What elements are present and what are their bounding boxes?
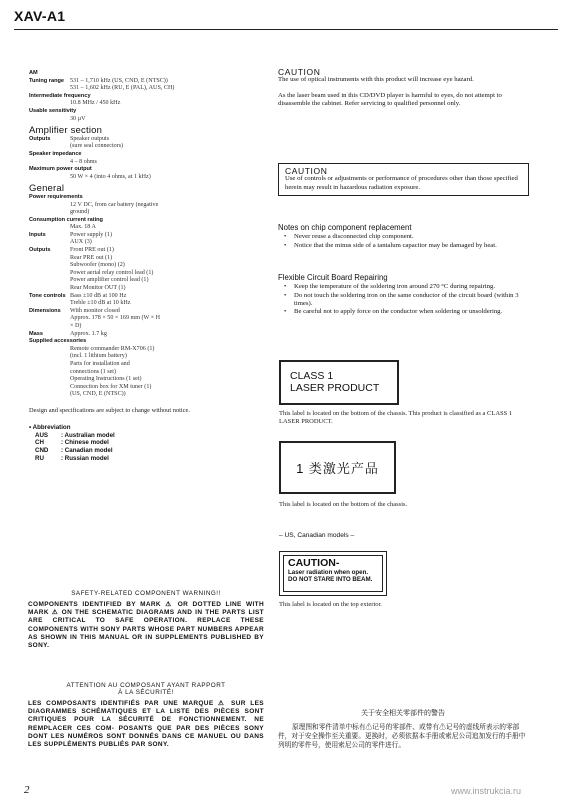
caution-box	[278, 163, 529, 196]
spec-row	[29, 331, 249, 339]
safety-warning-fr	[28, 682, 264, 749]
spec-value: ground)	[70, 209, 90, 216]
bullet-icon: •	[284, 291, 287, 299]
class1-laser-label	[279, 360, 399, 405]
spec-label: Mass	[29, 330, 43, 337]
spec-value: × D)	[70, 323, 82, 329]
general-spec-list	[29, 194, 249, 399]
abbreviation-item	[29, 432, 249, 440]
note-text: Be careful not to apply force on the conductor when soldering or unsoldering.	[294, 308, 503, 316]
spec-value: Approx. 178 × 50 × 169 mm (W × H	[70, 315, 161, 322]
spec-value: Rear Monitor OUT (1)	[70, 285, 126, 292]
class1-label-caption: This label is located on the bottom of the chassis. This product is classified as a CLASS 1 LASER PRODUCT.	[279, 410, 513, 425]
spec-label	[29, 315, 70, 323]
abbreviation-code: CH	[35, 439, 44, 447]
abbreviation-item	[29, 439, 249, 447]
spec-label: Intermediate frequency	[29, 92, 91, 99]
spec-value: AUX (3)	[70, 239, 92, 246]
spec-label	[29, 277, 70, 285]
spec-value: 30 µV	[70, 115, 86, 122]
bullet-icon: •	[284, 241, 287, 249]
spec-label	[29, 262, 70, 270]
spec-label: Consumption current rating	[29, 216, 103, 223]
spec-row	[29, 323, 249, 331]
bullet-icon: •	[284, 308, 287, 316]
abbreviation-heading: • Abbreviation	[29, 423, 71, 431]
amplifier-heading: Amplifier section	[29, 125, 103, 137]
abbreviation-code: AUS	[35, 431, 49, 439]
abbreviation-name: : Canadian model	[61, 447, 113, 455]
note-text: Keep the temperature of the soldering iron around 270 °C during repairing.	[294, 283, 496, 291]
caution-box-text: Use of controls or adjustments or performance of procedures other than those specified herein may result in hazardous radiation exposure.	[285, 175, 518, 191]
safety-warning-cn	[278, 708, 528, 750]
am-spec-list	[29, 78, 249, 124]
caution-heading: CAUTION	[278, 67, 321, 77]
spec-label: Tone controls	[29, 292, 66, 299]
spec-value: 12 V DC, from car battery (negative	[70, 201, 159, 208]
safety-fr-body: LES COMPOSANTS IDENTIFIÉS PAR UNE MARQUE ⚠ SUR LES DIAGRAMMES SCHÉMATIQUES ET LA LISTE DES PIÈCES SONT CRITIQUES POUR LA SÉCURITÉ DE FONCTIONNEMENT. NE REMPLACER CES COM- POSANTS QUE PAR DES PIÈCES SONY DONT LES NUMÉROS SONT DONNÉS DANS CE MANUEL OU DANS LES SUPPLÉMENTS PUBLIÉS PAR SONY.	[28, 700, 264, 749]
spec-value: Power supply (1)	[70, 231, 112, 238]
note-text: Notice that the minus side of a tantalum capacitor may be damaged by heat.	[294, 241, 497, 249]
caution-optical-text: The use of optical instruments with this product will increase eye hazard.	[278, 76, 474, 84]
spec-row	[29, 293, 249, 301]
spec-value: 531 – 1,602 kHz (RU, E (PAL), AUS, CH)	[70, 85, 175, 92]
abbreviation-list	[29, 432, 249, 463]
spec-row	[29, 143, 249, 151]
spec-value: 50 W × 4 (into 4 ohms, at 1 kHz)	[70, 173, 151, 180]
spec-label	[29, 300, 70, 308]
spec-value: Operating Instructions (1 set)	[70, 376, 142, 383]
spec-row	[29, 300, 249, 308]
class1-label-line1: CLASS 1	[290, 370, 334, 382]
flex-notes-list	[278, 283, 528, 316]
caution-beam-line3: DO NOT STARE INTO BEAM.	[288, 576, 373, 583]
spec-row	[29, 315, 249, 323]
spec-label: Usable sensitivity	[29, 107, 77, 114]
note-item	[278, 292, 528, 309]
spec-row	[29, 277, 249, 285]
caution-laser-text: As the laser beam used in this CD/DVD player is harmful to eyes, do not attempt to disassemble the cabinet. Refer servicing to qualified personnel only.	[278, 91, 502, 107]
spec-label	[29, 285, 70, 293]
abbreviation-item	[29, 447, 249, 455]
spec-label: Speaker impedance	[29, 150, 82, 157]
spec-value: Power amplifier control lead (1)	[70, 277, 149, 284]
note-text: Never reuse a disconnected chip component.	[294, 233, 414, 241]
us-canadian-models: – US, Canadian models –	[279, 532, 355, 539]
page-number: 2	[24, 784, 30, 796]
spec-value: Approx. 1.7 kg	[70, 330, 107, 337]
caution-block	[278, 68, 528, 108]
spec-value: Parts for installation and	[70, 360, 130, 367]
abbreviation-name: : Australian model	[61, 431, 115, 439]
spec-label: Inputs	[29, 231, 46, 238]
amplifier-spec-list	[29, 136, 249, 182]
note-item	[278, 283, 528, 291]
am-heading: AM	[29, 70, 38, 76]
spec-label	[29, 255, 70, 263]
spec-row	[29, 255, 249, 263]
safety-fr-heading2: À LA SÉCURITÉ!	[118, 689, 174, 696]
watermark: www.instrukcia.ru	[451, 786, 522, 796]
safety-cn-heading: 关于安全相关零部件的警告	[361, 709, 445, 717]
note-item	[278, 308, 528, 316]
spec-label	[29, 85, 70, 93]
spec-label: Outputs	[29, 135, 51, 142]
caution-beam-line2: Laser radiation when open.	[288, 569, 369, 576]
spec-value: (sure seal connectors)	[70, 143, 124, 150]
spec-value: 4 – 8 ohms	[70, 158, 97, 165]
spec-row	[29, 262, 249, 270]
bullet-icon: •	[284, 233, 287, 241]
spec-value: With monitor closed	[70, 307, 120, 314]
note-item	[278, 242, 528, 250]
spec-value: 10.8 MHz / 450 kHz	[70, 100, 121, 107]
spec-value: Remote commander RM-X706 (1)	[70, 345, 155, 352]
chinese-label-caption: This label is located on the bottom of the chassis.	[279, 501, 408, 508]
spec-label	[29, 239, 70, 247]
spec-value: Subwoofer (mono) (2)	[70, 262, 125, 269]
caution-beam-label-inner	[283, 555, 383, 592]
spec-value: Rear PRE out (1)	[70, 254, 113, 261]
abbreviation-name: : Chinese model	[61, 439, 109, 447]
abbreviation-item	[29, 455, 249, 463]
chip-notes-heading: Notes on chip component replacement	[278, 223, 412, 232]
spec-row	[29, 232, 249, 240]
spec-label	[29, 323, 70, 331]
spec-value: connections (1 set)	[70, 368, 117, 375]
chip-notes-list	[278, 233, 528, 250]
safety-en-heading: SAFETY-RELATED COMPONENT WARNING!!	[71, 590, 221, 597]
spec-label	[29, 143, 70, 151]
spec-label: Tuning range	[29, 77, 65, 84]
safety-cn-body: 原理图和零件清单中标有⚠记号的零部件、或带有⚠记号的虚线所表示的零部件，对于安全操作至关重要。更换时，必须依据本手册或索尼公司追加发行的手册中列明的零件号，使用索尼公司的零件进行。	[278, 724, 526, 749]
spec-row	[29, 285, 249, 293]
class1-label-line2: LASER PRODUCT	[290, 382, 380, 394]
abbreviation-code: RU	[35, 454, 44, 462]
chinese-laser-label: 1 类激光产品	[279, 441, 396, 494]
spec-row	[29, 247, 249, 255]
model-title: XAV-A1	[14, 8, 66, 24]
design-note: Design and specifications are subject to change without notice.	[29, 406, 190, 414]
spec-label: Power requirements	[29, 193, 83, 200]
spec-value: Max. 18 A	[70, 224, 96, 231]
spec-value: (incl. 1 lithium battery)	[70, 353, 127, 360]
spec-label: Dimensions	[29, 307, 61, 314]
spec-value: Power aerial relay control lead (1)	[70, 269, 154, 276]
spec-value: Speaker outputs	[70, 135, 110, 142]
general-heading: General	[29, 183, 65, 195]
caution-beam-caption: This label is located on the top exterior.	[279, 601, 382, 608]
note-text: Do not touch the soldering iron on the same conductor of the circuit board (within 3 times).	[294, 291, 519, 307]
header-rule	[14, 29, 558, 30]
spec-value: Front PRE out (1)	[70, 247, 114, 254]
safety-warning-en	[28, 590, 264, 650]
spec-row	[29, 239, 249, 247]
abbreviation-code: CND	[35, 447, 49, 455]
spec-value: Bass ±10 dB at 100 Hz	[70, 292, 127, 299]
spec-value: 531 – 1,710 kHz (US, CND, E (NTSC))	[70, 77, 168, 84]
flex-notes	[278, 274, 528, 316]
specifications	[29, 70, 249, 463]
spec-value: Connection box for XM tuner (1)	[70, 383, 152, 390]
flex-notes-heading: Flexible Circuit Board Repairing	[278, 273, 388, 282]
chip-notes	[278, 224, 528, 250]
spec-label	[29, 270, 70, 278]
note-item	[278, 233, 528, 241]
safety-en-body: COMPONENTS IDENTIFIED BY MARK ⚠ OR DOTTED LINE WITH MARK ⚠ ON THE SCHEMATIC DIAGRAMS AND IN THE PARTS LIST ARE CRITICAL TO SAFE OPERATION. REPLACE THESE COMPONENTS WITH SONY PARTS WHOSE PART NUMBERS APPEAR AS SHOWN IN THIS MANUAL OR IN SUPPLEMENTS PUBLISHED BY SONY.	[28, 601, 264, 650]
caution-box-heading: CAUTION	[285, 166, 328, 176]
spec-row	[29, 136, 249, 144]
abbreviation-name: : Russian model	[61, 454, 109, 462]
spec-label: Outputs	[29, 247, 51, 254]
spec-label: Maximum power output	[29, 166, 92, 173]
spec-row	[29, 85, 249, 93]
spec-label: Supplied accessories	[29, 338, 87, 345]
caution-beam-label	[279, 551, 387, 596]
bullet-icon: •	[284, 283, 287, 291]
caution-beam-line1: CAUTION-	[288, 557, 340, 569]
safety-fr-heading1: ATTENTION AU COMPOSANT AYANT RAPPORT	[66, 682, 226, 689]
spec-value: (US, CND, E (NTSC))	[70, 391, 126, 398]
spec-value: Treble ±10 dB at 10 kHz	[70, 300, 131, 307]
